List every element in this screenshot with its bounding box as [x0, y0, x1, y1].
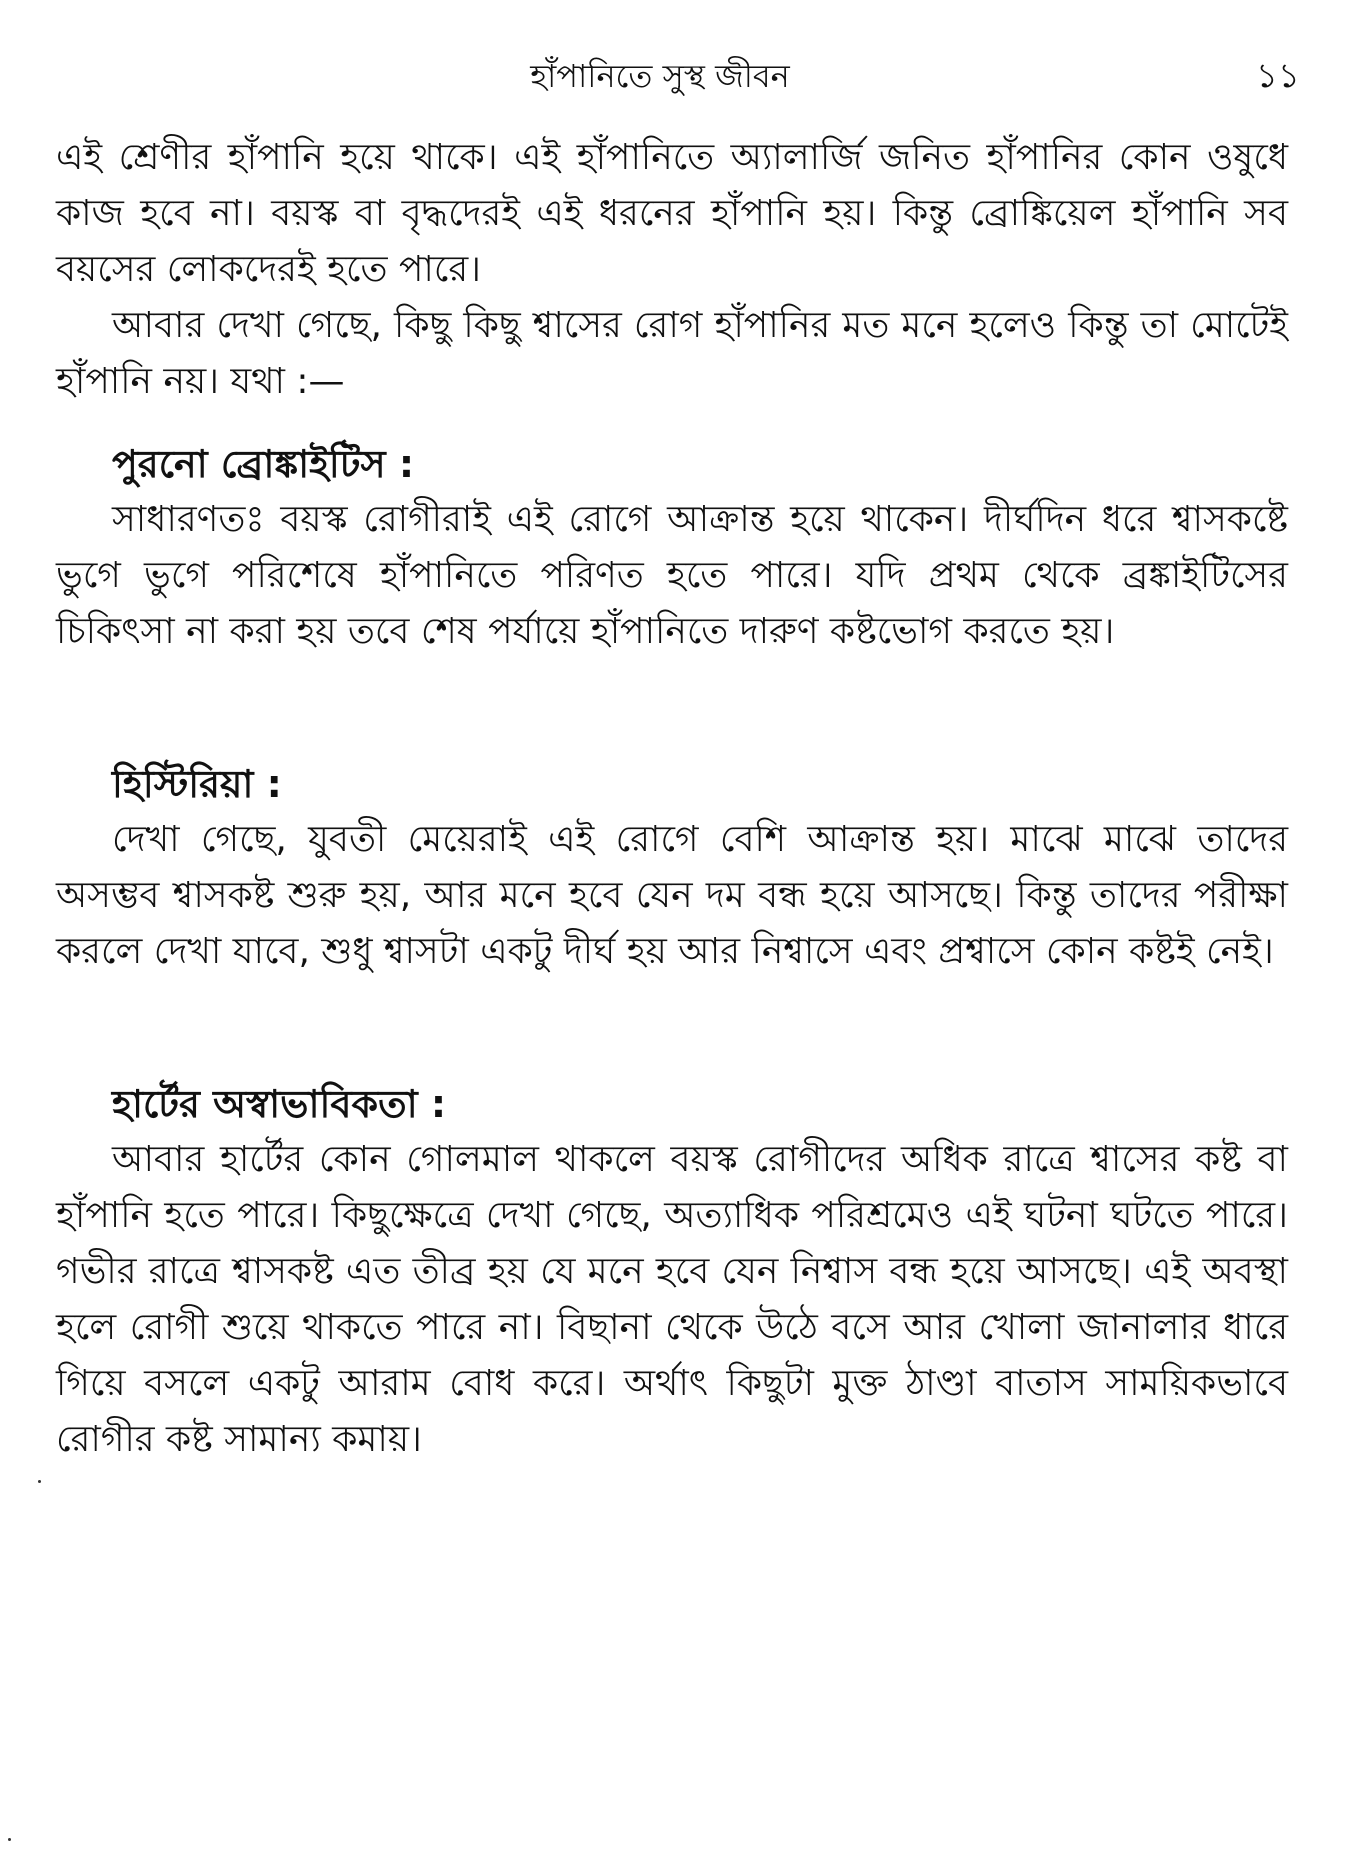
- section-body-chronic-bronchitis: [56, 492, 1288, 660]
- intro-paragraph-2: আবার দেখা গেছে, কিছু কিছু শ্বাসের রোগ হাঁপানির মত মনে হলেও কিন্তু তা মোটেই হাঁপানি নয়। যথা :—: [56, 305, 1288, 402]
- section-paragraph: সাধারণতঃ বয়স্ক রোগীরাই এই রোগে আক্রান্ত হয়ে থাকেন। দীর্ঘদিন ধরে শ্বাসকষ্টে ভুগে ভুগে পরিশেষে হাঁপানিতে পরিণত হতে পারে। যদি প্রথম থেকে ব্রঙ্কাইটিসের চিকিৎসা না করা হয় তবে শেষ পর্যায়ে হাঁপানিতে দারুণ কষ্টভোগ করতে হয়।: [56, 499, 1288, 652]
- intro-paragraph-1: এই শ্রেণীর হাঁপানি হয়ে থাকে। এই হাঁপানিতে অ্যালার্জি জনিত হাঁপানির কোন ওষুধে কাজ হবে না। বয়স্ক বা বৃদ্ধদেরই এই ধরনের হাঁপানি হয়। কিন্তু ব্রোঙ্কিয়েল হাঁপানি সব বয়সের লোকদেরই হতে পারে।: [56, 137, 1288, 290]
- section-paragraph: দেখা গেছে, যুবতী মেয়েরাই এই রোগে বেশি আক্রান্ত হয়। মাঝে মাঝে তাদের অসম্ভব শ্বাসকষ্ট শুরু হয়, আর মনে হবে যেন দম বন্ধ হয়ে আসছে। কিন্তু তাদের পরীক্ষা করলে দেখা যাবে, শুধু শ্বাসটা একটু দীর্ঘ হয় আর নিশ্বাসে এবং প্রশ্বাসে কোন কষ্টই নেই।: [56, 819, 1288, 972]
- print-speck: [8, 1838, 11, 1841]
- section-body-hysteria: [56, 812, 1288, 980]
- section-paragraph: আবার হার্টের কোন গোলমাল থাকলে বয়স্ক রোগীদের অধিক রাত্রে শ্বাসের কষ্ট বা হাঁপানি হতে পারে। কিছুক্ষেত্রে দেখা গেছে, অত্যাধিক পরিশ্রমেও এই ঘটনা ঘটতে পারে। গভীর রাত্রে শ্বাসকষ্ট এত তীব্র হয় যে মনে হবে যেন নিশ্বাস বন্ধ হয়ে আসছে। এই অবস্থা হলে রোগী শুয়ে থাকতে পারে না। বিছানা থেকে উঠে বসে আর খোলা জানালার ধারে গিয়ে বসলে একটু আরাম বোধ করে। অর্থাৎ কিছুটা মুক্ত ঠাণ্ডা বাতাস সাময়িকভাবে রোগীর কষ্ট সামান্য কমায়।: [56, 1139, 1288, 1460]
- section-heading-heart-abnormality: হার্টের অস্বাভাবিকতা :: [112, 1082, 447, 1126]
- section-heading-hysteria: হিস্টিরিয়া :: [112, 762, 282, 806]
- intro-block: [56, 130, 1288, 410]
- section-body-heart-abnormality: [56, 1132, 1288, 1468]
- section-heading-chronic-bronchitis: পুরনো ব্রোঙ্কাইটিস :: [112, 442, 415, 486]
- page-number: ১১: [1255, 56, 1300, 96]
- print-speck: [38, 1480, 41, 1483]
- running-title: হাঁপানিতে সুস্থ জীবন: [530, 57, 790, 95]
